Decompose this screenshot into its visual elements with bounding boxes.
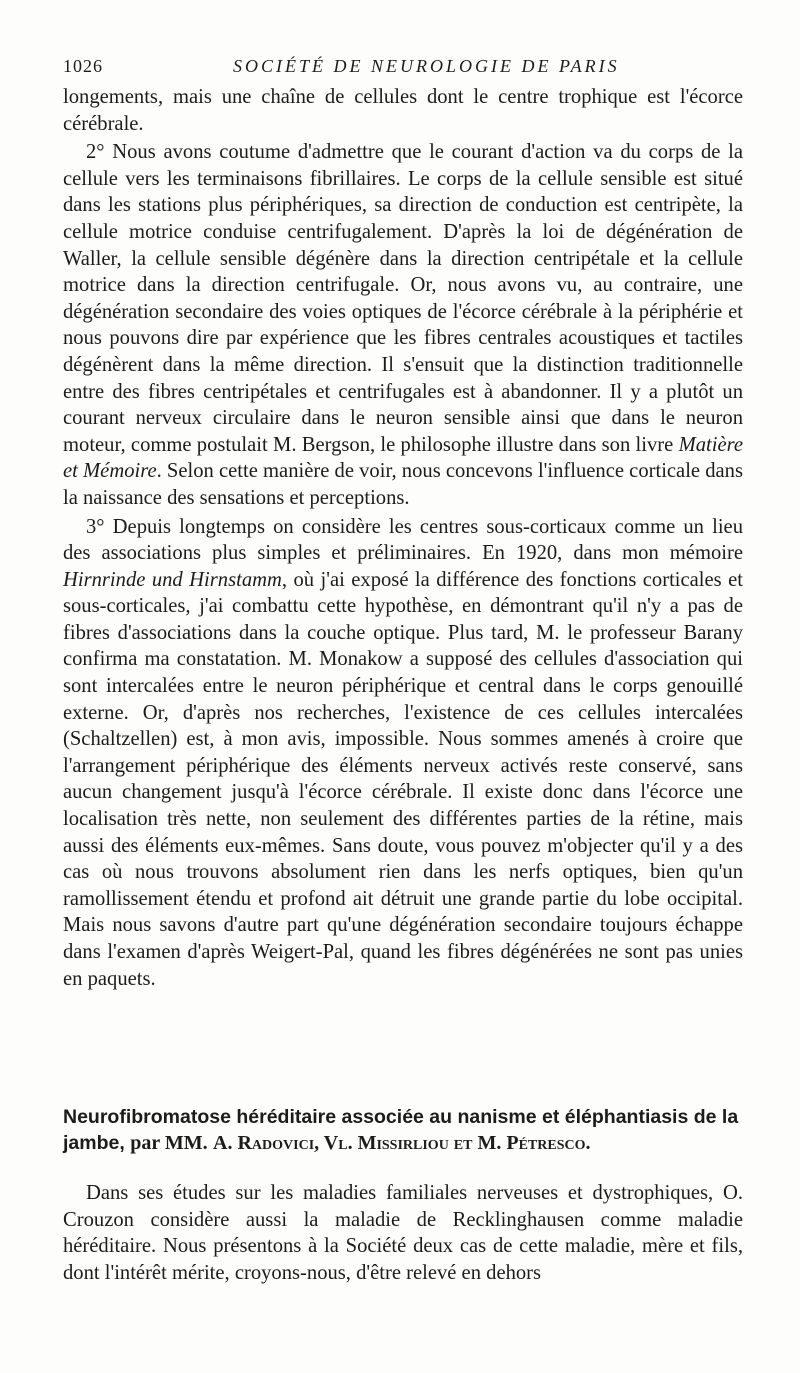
running-title: SOCIÉTÉ DE NEUROLOGIE DE PARIS	[233, 56, 620, 76]
page-number: 1026	[63, 56, 103, 76]
byline-prefix: par MM.	[130, 1132, 208, 1154]
paragraph-3: 3° Depuis longtemps on considère les centres sous-corticaux comme un lieu des associations plus simples et préliminaires. En 1920, dans mon mémoire Hirnrinde und Hirnstamm, où j'ai exposé la différence des fonctions corticales et sous-corticales, j'ai combattu cette hypothèse, en démontrant qu'il n'y a pas de fibres d'associations dans la couche optique. Plus tard, M. le professeur Barany confirma ma constatation. M. Monakow a supposé des cellules d'association qui sont intercalées entre le neuron périphérique et central dans le corps genouillé externe. Or, d'après nos recherches, l'existence de ces cellules intercalées (Schaltzellen) est, à mon avis, impossible. Nous sommes amenés à croire que l'arrangement périphérique des éléments nerveux activés reste conservé, sans aucun changement jusqu'à l'écorce cérébrale. Il existe donc dans l'écorce une localisation très nette, non seulement des différentes parties de la rétine, mais aussi des éléments eux-mêmes. Sans doute, vous pouvez m'objecter qu'il y a des cas où nous trouvons absolument rien dans les nerfs optiques, bien qu'un ramollissement étendu et profond ait détruit une grande partie du lobe occipital. Mais nous savons d'autre part qu'une dégénération secondaire toujours échappe dans l'examen d'après Weigert-Pal, quand les fibres dégénérées ne sont pas unies en paquets.	[63, 515, 744, 990]
next-article	[63, 1104, 743, 1286]
memoir-title: Hirnrinde und Hirnstamm	[63, 568, 282, 591]
section-authors: A. Radovici, Vl. Missirliou et M. Pétresco.	[213, 1132, 591, 1154]
section-heading	[63, 1104, 743, 1156]
section-title: Neurofibromatose héréditaire associée au nanisme et éléphantiasis de la jambe,	[63, 1106, 739, 1154]
section-body	[63, 1180, 743, 1286]
paragraph-2: 2° Nous avons coutume d'admettre que le courant d'action va du corps de la cellule vers les terminaisons fibrillaires. Le corps de la cellule sensible est situé dans les stations plus périphériques, sa direction de conduction est centripète, la cellule motrice conduise centrifugalement. D'après la loi de dégénération de Waller, la cellule sensible dégénère dans la direction centripétale et la cellule motrice dans la direction centrifugale. Or, nous avons vu, au contraire, une dégénération secondaire des voies optiques de l'écorce cérébrale à la périphérie et nous pouvons dire par expérience que les fibres centrales acoustiques et tactiles dégénèrent dans la même direction. Il s'ensuit que la distinction traditionnelle entre des fibres centripétales et centrifugales est à abandonner. Il y a plutôt un courant nerveux circulaire dans le neuron sensible ainsi que dans le neuron moteur, comme postulait M. Bergson, le philosophe illustre dans son livre Matière et Mémoire. Selon cette manière de voir, nous concevons l'influence corticale dans la naissance des sensations et perceptions.	[63, 141, 743, 509]
book-title: Matière et Mémoire	[63, 433, 743, 483]
paragraph-1: longements, mais une chaîne de cellules dont le centre trophique est l'écorce cérébrale.	[63, 86, 743, 135]
article-body	[63, 84, 743, 992]
section-paragraph: Dans ses études sur les maladies familiales nerveuses et dystrophiques, O. Crouzon considère aussi la maladie de Recklinghausen comme maladie héréditaire. Nous présentons à la Société deux cas de cette maladie, mère et fils, dont l'intérêt mérite, croyons-nous, d'être relevé en dehors	[63, 1182, 743, 1284]
page-header	[63, 50, 743, 80]
